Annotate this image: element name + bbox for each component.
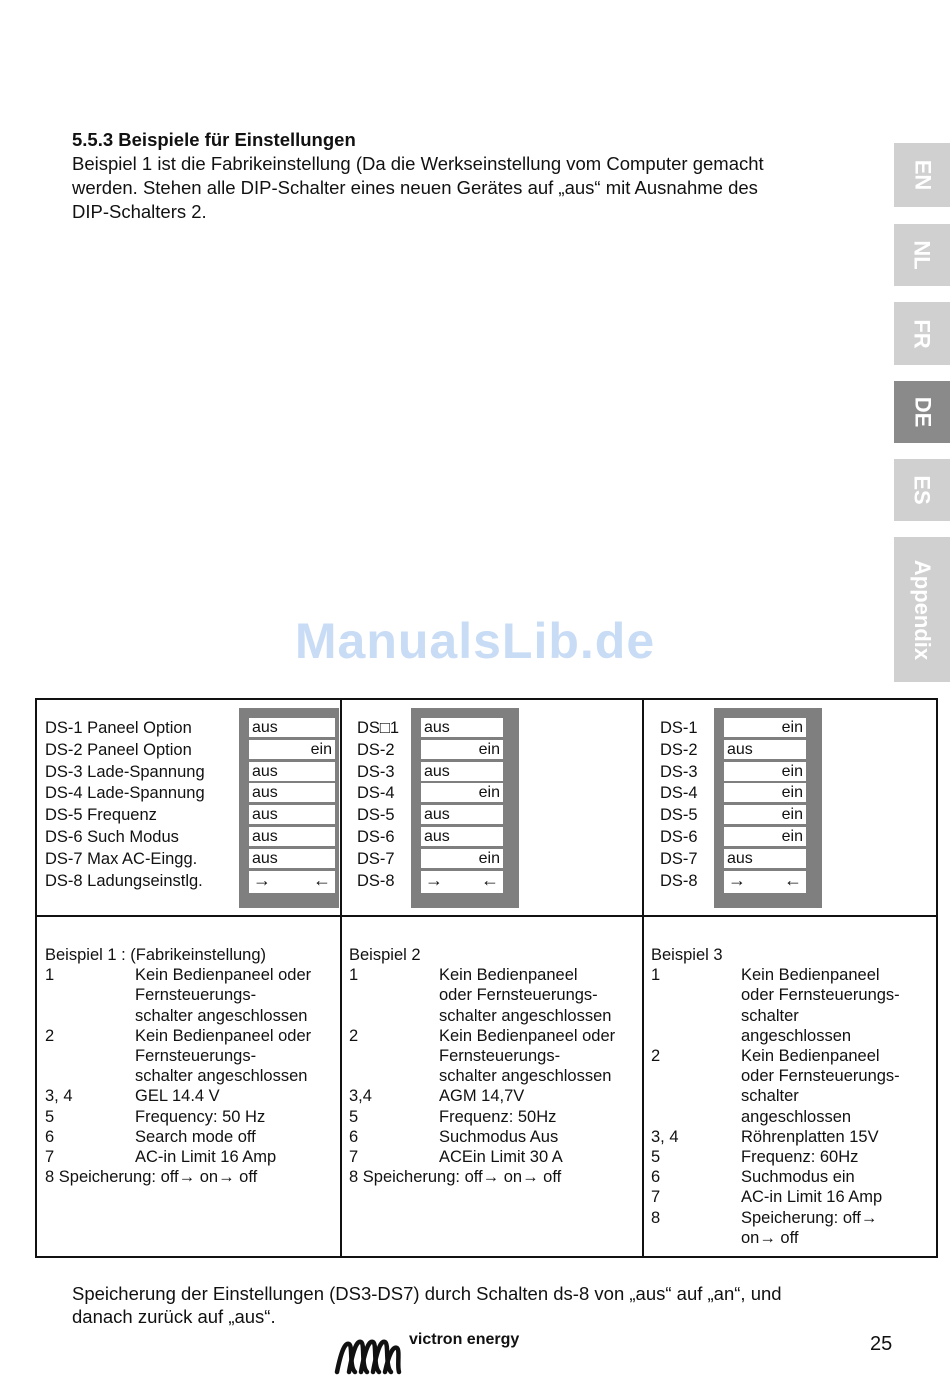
switch-label: DS-2 Paneel Option <box>45 740 192 759</box>
intro-line: Beispiel 1 ist die Fabrikeinstellung (Da die Werkseinstellung vom Computer gemacht <box>72 153 764 174</box>
example-row: 7 AC-in Limit 16 Amp <box>45 1148 277 1167</box>
switch-label: DS-6 <box>660 827 698 846</box>
tab-en[interactable]: EN <box>894 143 950 207</box>
arrow-left-icon: ← <box>784 870 802 890</box>
switch-label: DS-7 <box>660 849 698 868</box>
example-row: 5 Frequenz: 50Hz <box>349 1107 557 1126</box>
switch-labels-2 <box>357 718 399 892</box>
example-row: 3, 4 GEL 14.4 V <box>45 1087 220 1106</box>
storage-note-line: danach zurück auf „aus“. <box>72 1306 276 1327</box>
switch-state: ein <box>724 783 806 802</box>
switch-label: DS-8 <box>357 871 395 890</box>
intro-line: DIP-Schalters 2. <box>72 201 207 222</box>
switch-state: aus <box>249 718 335 737</box>
switch-state: aus <box>421 805 503 824</box>
switch-label: DS-6 <box>357 827 395 846</box>
example-row: 7 ACEin Limit 30 A <box>349 1148 563 1167</box>
arrow-right-icon: → <box>253 870 271 890</box>
switch-state: aus <box>724 849 806 868</box>
column-divider <box>340 700 342 1256</box>
example-row: 8 Speicherung: off→ on→ off <box>651 1208 878 1247</box>
arrow-right-icon: → <box>425 870 443 890</box>
switch-state: ein <box>421 740 503 759</box>
example-row: 6 Suchmodus Aus <box>349 1127 559 1146</box>
switch-state: ein <box>421 849 503 868</box>
arrow-left-icon: ← <box>313 870 331 890</box>
example-row: 2 Kein Bedienpaneel oder Fernsteuerungs- schalter angeschlossen <box>651 1047 900 1126</box>
switch-state: ein <box>724 805 806 824</box>
switch-label: DS-1 <box>660 719 698 737</box>
dip-switch-block-1 <box>239 708 339 908</box>
tab-appendix[interactable]: Appendix <box>894 537 950 682</box>
example-row: 1 Kein Bedienpaneel oder Fernsteuerungs- schalter angeschlossen <box>651 966 900 1045</box>
switch-state: ein <box>724 718 806 737</box>
example-row: 6 Search mode off <box>45 1127 256 1146</box>
example-row: 6 Suchmodus ein <box>651 1168 855 1187</box>
arrow-left-icon: ← <box>481 870 499 890</box>
switch-state: aus <box>724 740 806 759</box>
store-arrows <box>249 871 335 893</box>
switch-labels-3 <box>660 718 698 892</box>
example-row: 3,4 AGM 14,7V <box>349 1087 525 1106</box>
example-row: 3, 4 Röhrenplatten 15V <box>651 1127 879 1146</box>
example-footer: 8 Speicherung: off→ on→ off <box>45 1168 258 1187</box>
store-arrows <box>724 871 806 893</box>
switch-state: ein <box>724 762 806 781</box>
switch-state: ein <box>421 783 503 802</box>
tab-nl[interactable]: NL <box>894 224 950 286</box>
example-row: 5 Frequency: 50 Hz <box>45 1107 266 1126</box>
switch-label: DS-4 <box>660 784 698 803</box>
switch-state: aus <box>421 827 503 846</box>
switch-label: DS-3 <box>660 762 698 781</box>
switch-label: DS-1 Paneel Option <box>45 719 192 737</box>
switch-label: DS-2 <box>357 740 395 759</box>
switch-label: DS-3 Lade-Spannung <box>45 762 205 781</box>
switch-label: DS-2 <box>660 740 698 759</box>
tab-es[interactable]: ES <box>894 459 950 521</box>
switch-label: DS-4 <box>357 784 395 803</box>
example-row: 5 Frequenz: 60Hz <box>651 1148 859 1167</box>
example-3 <box>651 945 936 1248</box>
switch-label: DS-8 Ladungseinstlg. <box>45 871 203 890</box>
switch-state: aus <box>421 718 503 737</box>
section-heading: 5.5.3 Beispiele für Einstellungen <box>72 129 356 150</box>
switch-state: ein <box>249 740 335 759</box>
watermark: ManualsLib.de <box>294 613 656 669</box>
switch-state: aus <box>249 762 335 781</box>
brand-name: victron energy <box>409 1331 520 1348</box>
example-title: Beispiel 1 : (Fabrikeinstellung) <box>45 946 267 964</box>
tab-fr[interactable]: FR <box>894 302 950 365</box>
tab-de[interactable]: DE <box>894 381 950 443</box>
switch-labels-1 <box>45 718 205 892</box>
victron-logo-icon <box>333 1332 403 1380</box>
page-number: 25 <box>870 1333 893 1355</box>
row-divider <box>37 915 936 917</box>
storage-note <box>72 1282 872 1328</box>
example-row: 1 Kein Bedienpaneel oder Fernsteuerungs- schalter angeschlossen <box>349 966 612 1025</box>
switch-label: DS-5 <box>357 806 395 825</box>
store-arrows <box>421 871 503 893</box>
switch-label: DS-7 <box>357 849 395 868</box>
example-row: 7 AC-in Limit 16 Amp <box>651 1188 883 1207</box>
dip-switch-block-2 <box>411 708 519 908</box>
arrow-right-icon: → <box>728 870 746 890</box>
example-title: Beispiel 3 <box>651 946 723 964</box>
switch-label: DS-4 Lade-Spannung <box>45 784 205 803</box>
column-divider <box>642 700 644 1256</box>
switch-label: DS-5 <box>660 806 698 825</box>
switch-state: aus <box>249 805 335 824</box>
dip-switch-examples-table <box>35 698 938 1258</box>
switch-label: DS-7 Max AC-Eingg. <box>45 849 198 868</box>
switch-label: DS-8 <box>660 871 698 890</box>
example-footer: 8 Speicherung: off→ on→ off <box>349 1168 562 1187</box>
example-1 <box>45 945 335 1187</box>
switch-state: ein <box>724 827 806 846</box>
dip-switch-block-3 <box>714 708 822 908</box>
example-row: 1 Kein Bedienpaneel oder Fernsteuerungs- schalter angeschlossen <box>45 966 312 1025</box>
example-title: Beispiel 2 <box>349 946 421 964</box>
switch-state: aus <box>249 849 335 868</box>
switch-state: aus <box>249 827 335 846</box>
example-row: 2 Kein Bedienpaneel oder Fernsteuerungs- schalter angeschlossen <box>349 1026 616 1086</box>
intro-section <box>72 128 852 224</box>
switch-state: aus <box>249 783 335 802</box>
switch-label: DS-5 Frequenz <box>45 806 157 825</box>
example-2 <box>349 945 639 1187</box>
example-row: 2 Kein Bedienpaneel oder Fernsteuerungs- schalter angeschlossen <box>45 1026 312 1086</box>
intro-line: werden. Stehen alle DIP-Schalter eines neuen Gerätes auf „aus“ mit Ausnahme des <box>72 177 758 198</box>
storage-note-line: Speicherung der Einstellungen (DS3-DS7) durch Schalten ds-8 von „aus“ auf „an“, und <box>72 1283 782 1304</box>
switch-label: DS-3 <box>357 762 395 781</box>
switch-label: DS□1 <box>357 719 400 737</box>
switch-label: DS-6 Such Modus <box>45 827 179 846</box>
switch-state: aus <box>421 762 503 781</box>
